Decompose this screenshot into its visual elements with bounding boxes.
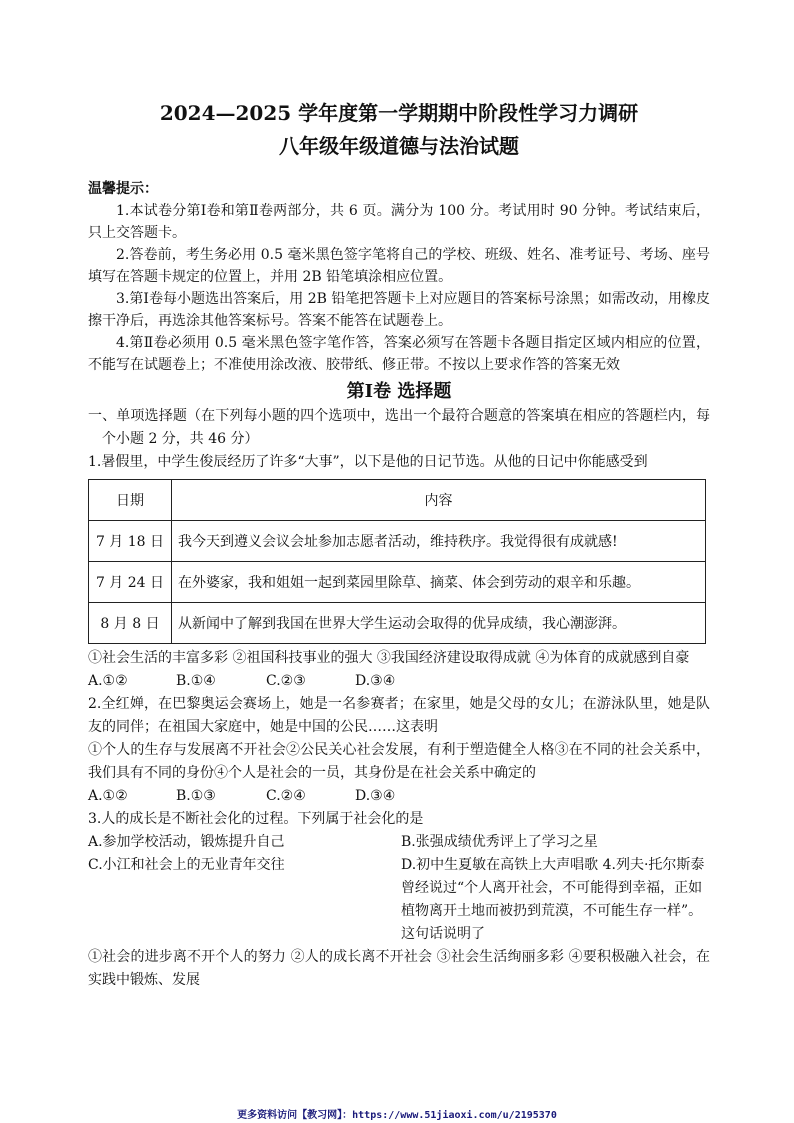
question-4-statements: ①社会的进步离不开个人的努力 ②人的成长离不开社会 ③社会生活绚丽多彩 ④要积极融入社会，在实践中锻炼、发展 bbox=[88, 949, 710, 988]
option-d[interactable]: D.③④ bbox=[355, 673, 396, 689]
section-instruction: 一、单项选择题（在下列每小题的四个选项中，选出一个最符合题意的答案填在相应的答题栏内，每个小题 2 分，共 46 分） bbox=[88, 408, 710, 447]
option-c[interactable]: C.②③ bbox=[266, 673, 306, 689]
option-d[interactable]: D.③④ bbox=[355, 788, 396, 804]
table-row bbox=[89, 562, 706, 603]
question-3-options-row-1 bbox=[88, 831, 710, 854]
table-row bbox=[89, 603, 706, 644]
option-a[interactable]: A.①② bbox=[88, 673, 128, 689]
tips-heading: 温馨提示： bbox=[88, 181, 158, 197]
table-cell-date: 8 月 8 日 bbox=[89, 603, 172, 644]
table-row bbox=[89, 521, 706, 562]
tip-item-3: 3.第Ⅰ卷每小题选出答案后，用 2B 铅笔把答题卡上对应题目的答案标号涂黑；如需改动，用橡皮擦干净后，再选涂其他答案标号。答案不能答在试题卷上。 bbox=[88, 291, 710, 329]
question-3-stem: 3.人的成长是不断社会化的过程。下列属于社会化的是 bbox=[88, 811, 424, 827]
question-2-statements: ①个人的生存与发展离不开社会②公民关心社会发展，有利于塑造健全人格③在不同的社会关系中，我们具有不同的身份④个人是社会的一员，其身份是在社会关系中确定的 bbox=[88, 742, 710, 781]
question-1-options bbox=[88, 670, 710, 693]
option-c[interactable]: C.②④ bbox=[266, 788, 306, 804]
option-b[interactable]: B.张强成绩优秀评上了学习之星 bbox=[401, 834, 598, 850]
tip-item-1: 1.本试卷分第Ⅰ卷和第Ⅱ卷两部分，共 6 页。满分为 100 分。考试用时 90 分钟。考试结束后，只上交答题卡。 bbox=[88, 203, 710, 241]
question-3-options-row-2 bbox=[88, 854, 710, 946]
table-cell-date: 7 月 18 日 bbox=[89, 521, 172, 562]
table-header-row bbox=[89, 480, 706, 521]
option-b[interactable]: B.①④ bbox=[176, 673, 216, 689]
section-title: 第Ⅰ卷 选择题 bbox=[346, 381, 452, 402]
question-1-stem: 1.暑假里，中学生俊辰经历了许多“大事”，以下是他的日记节选。从他的日记中你能感受到 bbox=[88, 454, 648, 470]
table-header-date: 日期 bbox=[89, 480, 172, 521]
diary-table bbox=[88, 479, 706, 644]
table-cell-content: 在外婆家，我和姐姐一起到菜园里除草、摘菜、体会到劳动的艰辛和乐趣。 bbox=[172, 562, 706, 603]
tip-item-4: 4.第Ⅱ卷必须用 0.5 毫米黑色签字笔作答，答案必须写在答题卡各题目指定区域内相应的位置，不能写在试题卷上；不准使用涂改液、胶带纸、修正带。不按以上要求作答的答案无效 bbox=[88, 335, 710, 373]
exam-page bbox=[88, 98, 710, 992]
option-b[interactable]: B.①③ bbox=[176, 788, 216, 804]
table-cell-content: 从新闻中了解到我国在世界大学生运动会取得的优异成绩，我心潮澎湃。 bbox=[172, 603, 706, 644]
option-d[interactable]: D.初中生夏敏在高铁上大声唱歌 4.列夫·托尔斯泰曾经说过“个人离开社会，不可能得到幸福，正如植物离开土地而被扔到荒漠，不可能生存一样”。这句话说明了 bbox=[401, 857, 705, 942]
question-2-options bbox=[88, 785, 710, 808]
option-a[interactable]: A.①② bbox=[88, 788, 128, 804]
tip-item-2: 2.答卷前，考生务必用 0.5 毫米黑色签字笔将自己的学校、班级、姓名、准考证号、考场、座号填写在答题卡规定的位置上，并用 2B 铅笔填涂相应位置。 bbox=[88, 247, 710, 285]
table-cell-date: 7 月 24 日 bbox=[89, 562, 172, 603]
question-1-statements: ①社会生活的丰富多彩 ②祖国科技事业的强大 ③我国经济建设取得成就 ④为体育的成就感到自豪 bbox=[88, 650, 690, 666]
table-header-content: 内容 bbox=[172, 480, 706, 521]
option-c[interactable]: C.小江和社会上的无业青年交往 bbox=[88, 857, 285, 873]
table-cell-content: 我今天到遵义会议会址参加志愿者活动，维持秩序。我觉得很有成就感! bbox=[172, 521, 706, 562]
exam-title: 2024—2025 学年度第一学期期中阶段性学习力调研 bbox=[159, 101, 639, 125]
option-a[interactable]: A.参加学校活动，锻炼提升自己 bbox=[88, 834, 285, 850]
exam-subtitle: 八年级年级道德与法治试题 bbox=[279, 134, 519, 158]
question-2-stem: 2.全红婵，在巴黎奥运会赛场上，她是一名参赛者；在家里，她是父母的女儿；在游泳队里，她是队友的同伴；在祖国大家庭中，她是中国的公民……这表明 bbox=[88, 696, 710, 735]
footer-link[interactable]: 更多资料访问【教习网】：https://www.51jiaoxi.com/u/2195370 bbox=[237, 1110, 557, 1121]
